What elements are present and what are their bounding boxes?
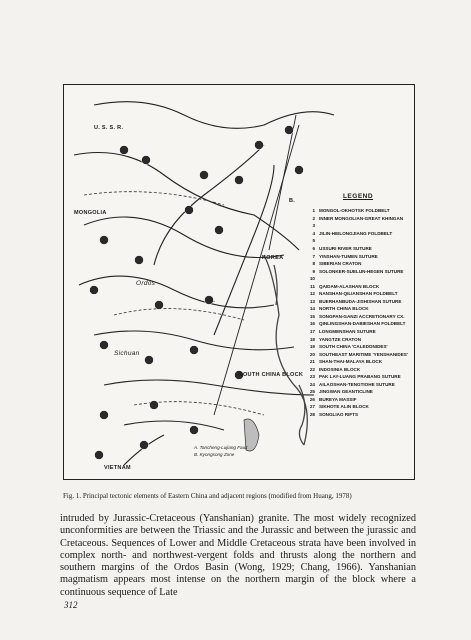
legend-item-label: INDOSINIA BLOCK bbox=[319, 366, 361, 372]
legend-item-label: QINLINGSHAN-DABIESHAN FOLDBELT bbox=[319, 321, 406, 327]
legend-item bbox=[304, 215, 412, 223]
legend-item bbox=[304, 237, 412, 245]
legend-item-label: SIBERIAN CRATON bbox=[319, 261, 362, 267]
legend-item-label: LONGMENSHAN SUTURE bbox=[319, 329, 376, 335]
legend-item-number: 2 bbox=[312, 215, 315, 221]
legend-item-number: 23 bbox=[309, 374, 315, 380]
legend-item-label: JILIN-HEILONGJIANG FOLDBELT bbox=[319, 230, 393, 236]
legend-item-label: SHAN-THAI-MALAYA BLOCK bbox=[319, 359, 383, 365]
fault-legend bbox=[194, 444, 247, 458]
legend-item-label: QAIDAM-ALASHAN BLOCK bbox=[319, 283, 380, 289]
legend-item bbox=[304, 252, 412, 260]
legend-item-number: 13 bbox=[309, 298, 315, 304]
legend-item bbox=[304, 343, 412, 351]
legend-item-label: SOUTH CHINA 'CALEDONIDES' bbox=[319, 344, 388, 350]
legend-item bbox=[304, 320, 412, 328]
legend-item bbox=[304, 403, 412, 411]
legend-item-number: 14 bbox=[309, 306, 315, 312]
legend-item-number: 26 bbox=[309, 396, 315, 402]
legend-item-number: 10 bbox=[309, 276, 315, 282]
legend-item-number: 16 bbox=[309, 321, 315, 327]
legend-item-label: YINSHAN-TUMEN SUTURE bbox=[319, 253, 378, 259]
legend-item bbox=[304, 290, 412, 298]
legend-item bbox=[304, 350, 412, 358]
map-label-ussr: U. S. S. R. bbox=[94, 125, 124, 131]
legend-item-number: 27 bbox=[309, 404, 315, 410]
legend-item-label: YANGTZE CRATON bbox=[319, 336, 362, 342]
legend-item bbox=[304, 222, 412, 230]
legend-item bbox=[304, 411, 412, 419]
legend-item-label: USSURI RIVER SUTURE bbox=[319, 246, 372, 251]
legend-item-label: NANSHAN-QILIANSHAN FOLDBELT bbox=[319, 291, 398, 297]
page-number: 312 bbox=[64, 600, 78, 610]
legend-item-number: 3 bbox=[312, 223, 315, 229]
legend-item-label: SOLONKER-SUELUN-HEGEN SUTURE bbox=[319, 268, 404, 274]
legend-item-label: MONGOL-OKHOTSK FOLDBELT bbox=[319, 208, 390, 214]
legend-item-number: 11 bbox=[310, 283, 315, 289]
legend-item bbox=[304, 207, 412, 215]
legend-item-number: 15 bbox=[309, 313, 315, 319]
legend-item bbox=[304, 282, 412, 290]
legend-item-label: PAK LAY-LUANG PRABANG SUTURE bbox=[319, 374, 401, 380]
legend-item-number: 25 bbox=[309, 389, 315, 395]
map-label-fault-b: B. bbox=[289, 198, 296, 204]
legend-item-number: 28 bbox=[309, 412, 315, 418]
legend-item-number: 5 bbox=[312, 238, 315, 244]
legend-item bbox=[304, 373, 412, 381]
legend-item-label: INNER MONGOLIAN-GREAT KHINGAN bbox=[319, 215, 404, 221]
legend-item-number: 12 bbox=[309, 291, 315, 297]
legend-item bbox=[304, 260, 412, 268]
legend-item bbox=[304, 267, 412, 275]
legend-item bbox=[304, 335, 412, 343]
legend-item bbox=[304, 358, 412, 366]
legend-list bbox=[304, 207, 412, 418]
legend-item bbox=[304, 275, 412, 283]
legend-item bbox=[304, 365, 412, 373]
legend-item-label: BUERHANBUDA-JISHISHAN SUTURE bbox=[319, 298, 402, 304]
map-label-ordos: Ordos bbox=[136, 280, 156, 287]
map-label-fault-a: A. bbox=[209, 298, 216, 304]
legend-item bbox=[304, 381, 412, 389]
legend-item-label: BUREYA MASSIF bbox=[319, 396, 357, 402]
legend-item-number: 24 bbox=[309, 381, 315, 387]
map-label-korea: KOREA bbox=[262, 255, 284, 261]
legend-item-number: 17 bbox=[309, 329, 315, 335]
legend-item-number: 4 bbox=[312, 230, 315, 236]
map-label-sichuan: Sichuan bbox=[114, 350, 140, 357]
legend-title: LEGEND bbox=[342, 193, 374, 200]
legend-item bbox=[304, 396, 412, 404]
legend-item bbox=[304, 230, 412, 238]
figure-caption: Fig. 1. Principal tectonic elements of Eastern China and adjacent regions (modified from Huang, 1978) bbox=[63, 492, 352, 500]
legend-item-number: 6 bbox=[312, 246, 315, 251]
legend-item bbox=[304, 298, 412, 306]
legend-item-label: SONGPAN-GANZI ACCRETIONARY CX. bbox=[319, 313, 405, 319]
fault-legend-a: A. Tancheng-Lujiang Fault bbox=[194, 445, 248, 450]
map-label-south-china-block: SOUTH CHINA BLOCK bbox=[239, 372, 304, 378]
legend-item-number: 8 bbox=[312, 261, 315, 267]
legend-item bbox=[304, 328, 412, 336]
map-label-vietnam: VIETNAM bbox=[104, 465, 131, 471]
legend-item bbox=[304, 388, 412, 396]
legend-item-number: 19 bbox=[309, 344, 315, 350]
map-legend bbox=[304, 193, 412, 418]
legend-item-label: AILAOSHAN-TENGTIOHE SUTURE bbox=[319, 381, 395, 387]
legend-item-number: 21 bbox=[309, 359, 315, 365]
legend-item bbox=[304, 245, 412, 253]
legend-item-label: NORTH CHINA BLOCK bbox=[319, 306, 369, 312]
legend-item bbox=[304, 305, 412, 313]
legend-item-number: 9 bbox=[312, 268, 315, 274]
legend-item-label: SONGLIAO RIFTS bbox=[319, 412, 359, 418]
tectonic-map-figure bbox=[63, 84, 415, 480]
legend-item-label: SIKHOTE ALIN BLOCK bbox=[319, 404, 369, 410]
legend-item-number: 1 bbox=[312, 208, 315, 214]
legend-item bbox=[304, 313, 412, 321]
map-label-mongolia: MONGOLIA bbox=[74, 210, 107, 216]
legend-item-number: 7 bbox=[312, 253, 315, 259]
body-paragraph: intruded by Jurassic-Cretaceous (Yanshanian) granite. The most widely recognized unconformities are between the Triassic and the Jurassic and between the jurassic and Cretaceous. Sequences of Lower and Middle Cretaceous strata have been involved in complex north- and northwest-vergent folds and thrusts along the northern and southern margins of the Ordos Basin (Wong, 1929; Chang, 1966). Yanshanian magmatism appears most intense on the northern margin of the block where a continuous sequence of Late bbox=[60, 513, 416, 598]
legend-item-number: 20 bbox=[309, 351, 315, 357]
fault-legend-b: B. Kyongsong Zone bbox=[194, 452, 235, 457]
legend-item-number: 22 bbox=[309, 366, 315, 372]
legend-item-number: 18 bbox=[309, 336, 315, 342]
legend-item-label: JINGWAN GEANTICLINE bbox=[319, 389, 373, 395]
legend-item-label: SOUTHEAST MARITIME 'YENSHANIDES' bbox=[319, 351, 408, 357]
